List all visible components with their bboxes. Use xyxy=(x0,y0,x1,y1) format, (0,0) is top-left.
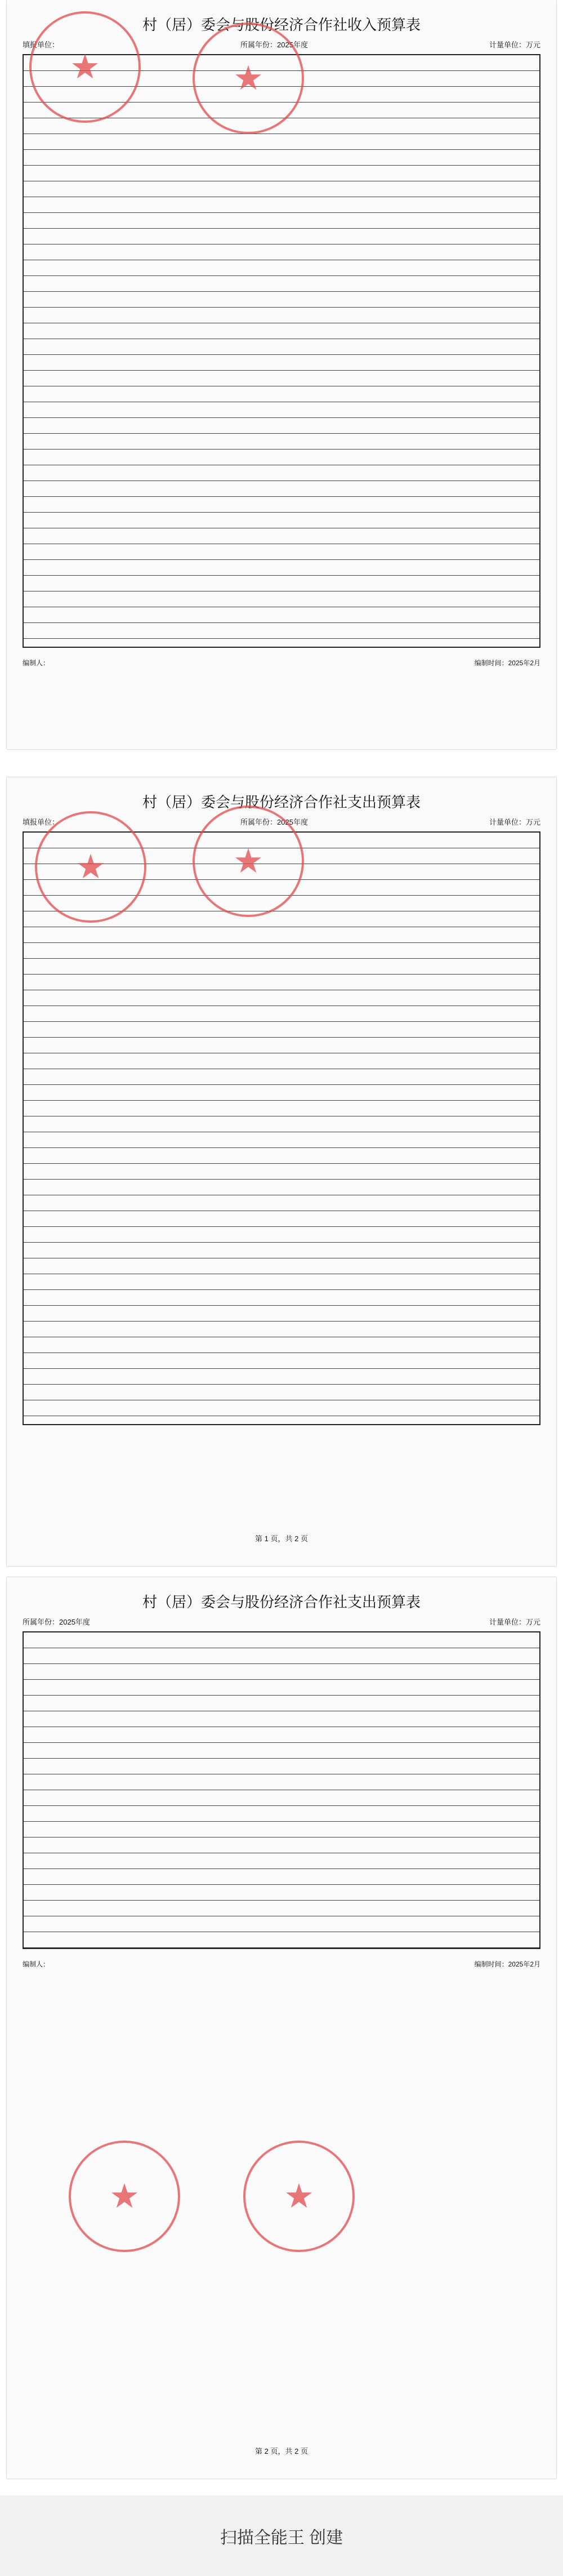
org: 填报单位： xyxy=(23,41,60,49)
seal-stamp: ★ xyxy=(35,811,146,923)
unit: 计量单位：万元 xyxy=(489,1618,540,1626)
seal-stamp: ★ xyxy=(69,2141,180,2252)
maker: 编制人： xyxy=(23,659,50,667)
seal-stamp: ★ xyxy=(193,23,304,134)
expense-sheet-1 xyxy=(7,777,556,1566)
scanner-footer: 扫描全能王 创建 xyxy=(0,2495,563,2576)
expense-title-2: 村（居）委会与股份经济合作社支出预算表 xyxy=(142,1594,421,1610)
seal-stamp: ★ xyxy=(243,2141,355,2252)
page-number: 第 1 页，共 2 页 xyxy=(255,1534,308,1543)
date: 编制时间：2025年2月 xyxy=(474,1960,540,1968)
date: 编制时间：2025年2月 xyxy=(474,659,540,667)
income-table xyxy=(23,54,540,648)
org: 填报单位： xyxy=(23,818,60,826)
year: 所属年份：2025年度 xyxy=(23,1618,90,1626)
maker: 编制人： xyxy=(23,1960,50,1968)
expense-sheet-2 xyxy=(7,1577,556,2479)
income-title: 村（居）委会与股份经济合作社收入预算表 xyxy=(142,17,421,33)
year: 所属年份：2025年度 xyxy=(240,41,308,49)
page-number: 第 2 页，共 2 页 xyxy=(255,2447,308,2455)
income-sheet xyxy=(7,0,556,749)
expense-table-2 xyxy=(23,1631,540,1949)
seal-stamp: ★ xyxy=(29,11,141,123)
expense-title: 村（居）委会与股份经济合作社支出预算表 xyxy=(142,794,421,811)
unit: 计量单位：万元 xyxy=(489,818,540,826)
seal-stamp: ★ xyxy=(193,806,304,917)
unit: 计量单位：万元 xyxy=(489,41,540,49)
year: 所属年份：2025年度 xyxy=(240,818,308,826)
